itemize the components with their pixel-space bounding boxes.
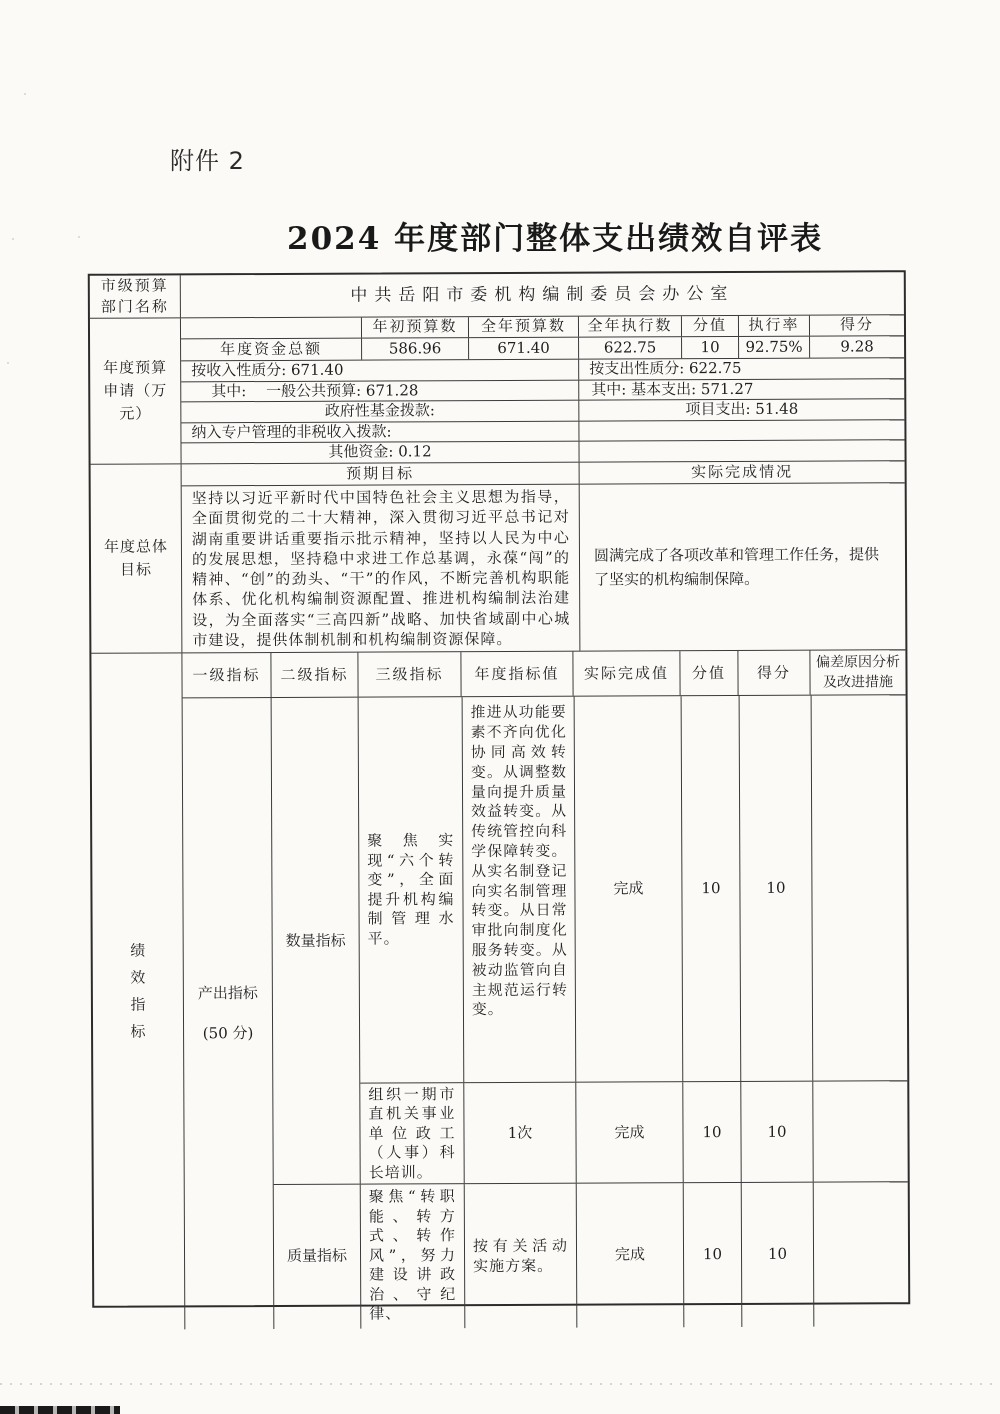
perf-grid [181,651,908,1330]
perf-col-target: 年度指标值 [460,652,572,696]
perf-row1-level3: 聚焦实现“六个转变”，全面提升机构编制管理水平。 [367,831,455,948]
perf-row3-points: 10 [683,1183,742,1327]
budget-public-left: 其中: 一般公共预算: 671.28 [211,381,419,401]
dept-name-value: 中共岳阳市委机构编制委员会办公室 [180,272,904,317]
perf-section-label: 绩效指标 [130,941,146,1041]
perf-row-3 [361,1182,909,1329]
goal-body-row [182,482,906,653]
goal-actual-text: 圆满完成了各项改革和管理工作任务，提供了坚实的机构编制保障。 [579,483,906,651]
scan-corner-artifact [0,1406,120,1414]
perf-level2-quality: 质量指标 [274,1184,361,1329]
dept-name-label: 市级预算部门名称 [100,276,169,316]
budget-govfund-right: 项目支出: 51.48 [578,400,904,421]
perf-level1-score: (50 分) [202,1023,254,1042]
perf-col-score: 得分 [737,651,809,695]
perf-level2-column [271,698,361,1329]
goal-expected-text: 坚持以习近平新时代中国特色社会主义思想为指导，全面贯彻党的二十大精神，深入贯彻习近平总书记对湖南重要讲话重要指示批示精神，坚持以人民为中心的发展思想，坚持稳中求进工作总基调，永葆“闯”的精神、“创”的劲头、“干”的作风，不断完善机构职能体系、优化机构编制资源配置、推进机构编制法治建设，为全面落实“三高四新”战略、加快省域副中心城市建设，提供体制机制和机构编制资源保障。 [191,487,571,650]
budget-col-initial: 年初预算数 [361,317,468,338]
scan-speck [78,236,80,238]
budget-income-left: 按收入性质分: 671.40 [191,360,344,380]
budget-col-points: 分值 [681,316,738,337]
budget-govfund-left: 政府性基金拨款: [324,401,435,421]
perf-level1-name: 产出指标 [197,984,258,1003]
scan-speck [7,362,9,364]
perf-row1-deviation [811,696,908,1081]
perf-row2-actual: 完成 [575,1083,682,1183]
budget-col-executed: 全年执行数 [578,316,681,337]
budget-total-annual: 671.40 [468,338,578,359]
budget-nontax-left: 纳入专户管理的非税收入拨款: [191,422,392,442]
budget-grid [180,315,905,463]
goal-section-label: 年度总体目标 [103,537,168,579]
perf-row3-deviation [813,1183,909,1327]
perf-row-1 [359,696,908,1083]
self-evaluation-table [88,270,911,1323]
perf-section [91,650,908,1330]
dept-name-row [90,272,904,318]
perf-header-row [182,651,905,698]
budget-nontax-right [578,420,904,441]
budget-col-rate: 执行率 [738,316,809,337]
budget-total-executed: 622.75 [578,338,681,359]
perf-row3-level3: 聚焦“转职能、转方式、转作风”，努力建设讲政治、守纪律、 [368,1187,457,1323]
perf-row3-target: 按有关活动实施方案。 [464,1184,577,1328]
scan-speck [12,238,14,240]
perf-level1-cell [183,698,274,1329]
goal-expected-header: 预期目标 [346,464,415,483]
perf-row2-target: 1次 [463,1083,575,1183]
budget-total-label: 年度资金总额 [220,339,323,358]
budget-total-score: 9.28 [809,337,904,358]
budget-section [90,314,905,464]
budget-other-right [578,441,904,462]
budget-income-right: 按支出性质分: 622.75 [578,358,904,380]
perf-row1-target: 推进从功能要素不齐向优化协同高效转变。从调整数量向提升质量效益转变。从传统管控向科学保障转变。从实名制登记向实名制管理转变。从日常审批向制度化服务转变。从被动监管向自主规范运行转变。 [462,697,576,1082]
perf-col-level1: 一级指标 [192,665,261,684]
budget-col-score: 得分 [809,315,904,336]
perf-body [183,695,909,1330]
perf-row2-deviation [812,1082,907,1182]
perf-col-points: 分值 [679,651,737,695]
budget-header-spacer [181,318,361,339]
attachment-label: 附件 2 [170,147,245,175]
scan-speck [24,93,26,95]
perf-col-deviation: 偏差原因分析及改进措施 [809,651,905,695]
scan-noise-line [0,1383,1000,1385]
perf-row-2 [360,1081,907,1184]
perf-col-level2: 二级指标 [270,653,357,697]
perf-row1-actual: 完成 [574,697,683,1082]
perf-row1-score: 10 [739,696,813,1081]
budget-total-rate: 92.75% [738,337,809,358]
budget-section-label: 年度预算申请（万元） [103,358,168,423]
perf-row2-level3: 组织一期市直机关事业单位政工（人事）科长培训。 [368,1084,456,1182]
budget-total-points: 10 [681,337,738,358]
perf-rows-group [358,696,909,1329]
page-title: 2024 年度部门整体支出绩效自评表 [287,221,824,257]
goal-grid [181,461,906,653]
perf-row1-points: 10 [681,696,741,1081]
goal-section [91,460,906,653]
perf-row2-points: 10 [682,1082,740,1182]
budget-col-annual: 全年预算数 [468,317,578,338]
perf-col-level3: 三级指标 [357,653,460,697]
perf-level2-quantity: 数量指标 [285,931,346,950]
goal-actual-header: 实际完成情况 [579,461,905,483]
budget-public-right: 其中: 基本支出: 571.27 [578,379,904,400]
budget-other-left: 其他资金: 0.12 [328,442,432,462]
perf-row3-actual: 完成 [576,1184,684,1328]
budget-total-initial: 586.96 [361,338,468,359]
perf-col-actual: 实际完成值 [572,652,679,696]
perf-row3-score: 10 [741,1183,814,1327]
perf-row2-score: 10 [740,1082,812,1182]
